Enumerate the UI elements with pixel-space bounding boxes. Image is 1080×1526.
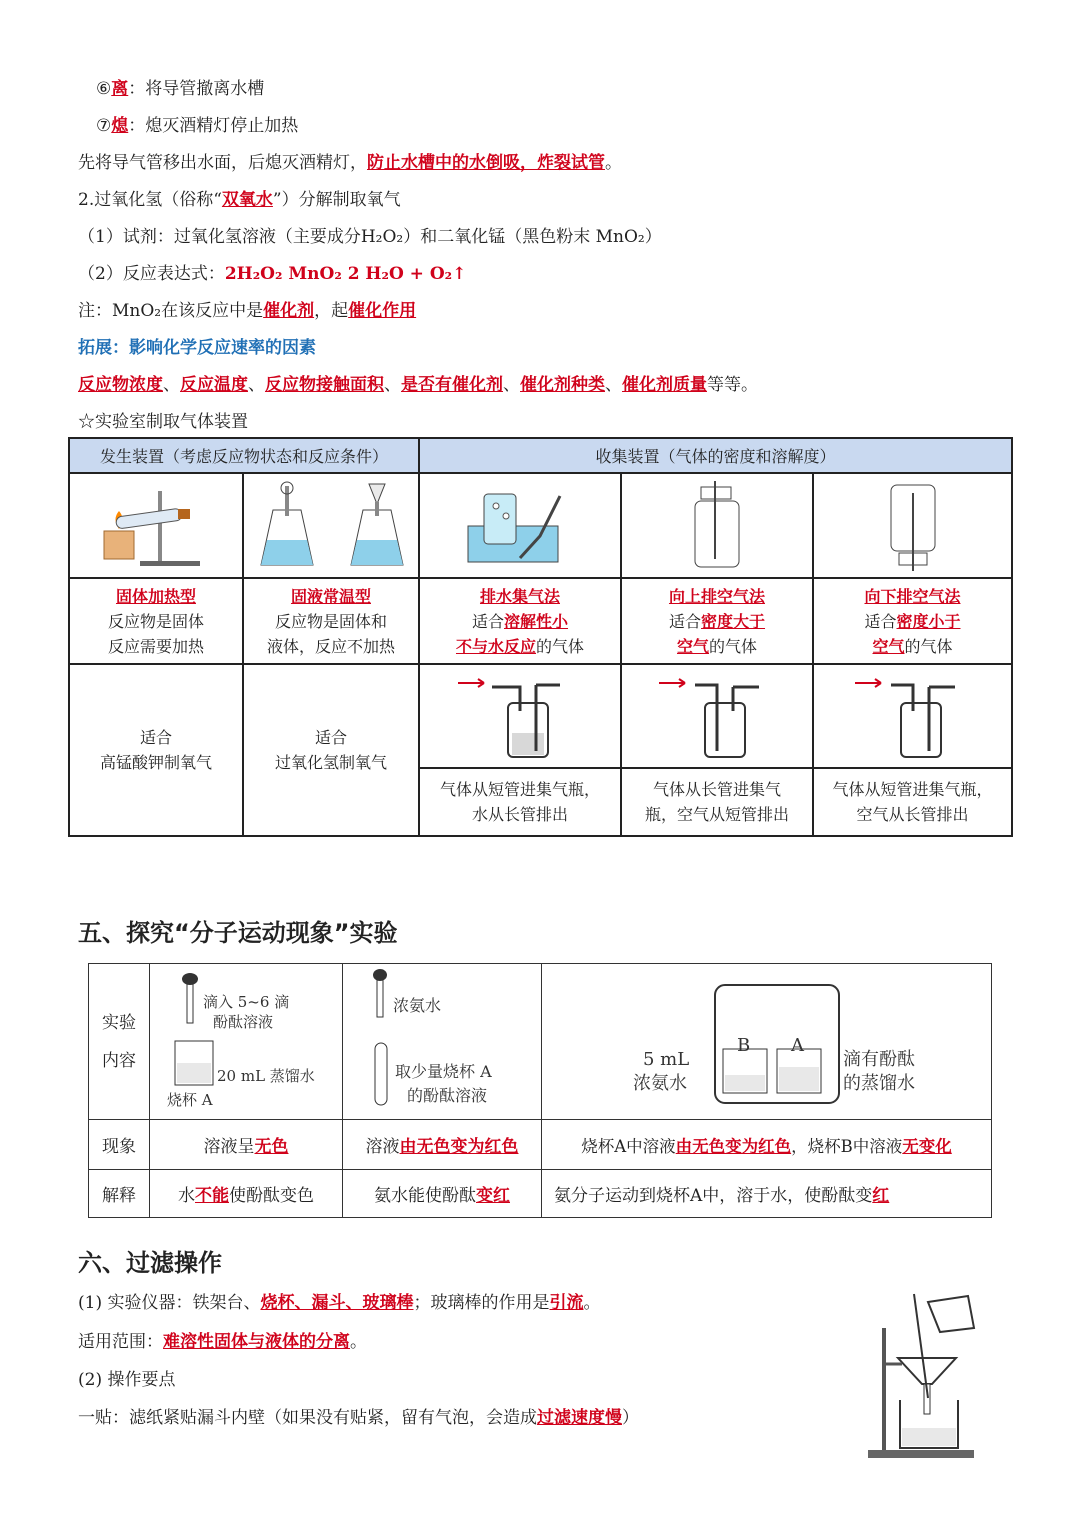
phenol-label-2: 酚酞溶液 [213, 1012, 274, 1031]
wash-bottle-short-in-air-image [813, 664, 1012, 768]
note-drain-first: 先将导气管移出水面，后熄灭酒精灯，防止水槽中的水倒吸，炸裂试管。 [78, 153, 622, 173]
explanation-2: 氨水能使酚酞变红 [343, 1170, 542, 1218]
solid-heating-apparatus-image [69, 473, 243, 578]
equation-line: （2）反应表达式：2H₂O₂ MnO₂ 2 H₂O + O₂↑ [78, 264, 467, 284]
conc-ammonia-label: 浓氨水 [393, 995, 442, 1015]
solid-liquid-desc: 固液常温型 反应物是固体和 液体，反应不加热 [243, 578, 419, 664]
phenomenon-3: 烧杯A中溶液由无色变为红色，烧杯B中溶液无变化 [542, 1120, 992, 1170]
filtration-apparatus-image [862, 1288, 982, 1463]
flow-desc-1: 气体从短管进集气瓶， 水从长管排出 [419, 768, 621, 836]
reagent-line: （1）试剂：过氧化氢溶液（主要成分H₂O₂）和二氧化锰（黑色粉末 MnO₂） [78, 227, 662, 247]
reaction-equation: 2H₂O₂ MnO₂ 2 H₂O + O₂↑ [224, 264, 467, 284]
row-label-phenomenon: 现象 [89, 1120, 150, 1170]
ammonia-name: 浓氨水 [632, 1072, 687, 1094]
phenol-solution-label: 的酚酞溶液 [407, 1085, 488, 1105]
distilled-label-2: 的蒸馏水 [842, 1072, 915, 1094]
solid-liquid-apparatus-image [243, 473, 419, 578]
ammonia-test-image [343, 964, 542, 1120]
suit-kmno4: 适合 高锰酸钾制氧气 [69, 664, 243, 836]
phenol-label-1: 滴入 5~6 滴 [203, 992, 290, 1011]
distilled-label-1: 滴有酚酞 [842, 1048, 915, 1070]
apparatus-title: ☆实验室制取气体装置 [78, 412, 248, 432]
step-7: ⑦熄：熄灭酒精灯停止加热 [96, 116, 299, 136]
flow-desc-3: 气体从短管进集气瓶， 空气从长管排出 [813, 768, 1012, 836]
take-sample-label: 取少量烧杯 A [395, 1061, 492, 1081]
wash-bottle-short-in-image [419, 664, 621, 768]
explanation-1: 水不能使酚酞变色 [150, 1170, 343, 1218]
phenol-drop-image [150, 964, 343, 1120]
row-label-explanation: 解释 [89, 1170, 150, 1218]
filter-scope: 适用范围：难溶性固体与液体的分离。 [78, 1332, 367, 1352]
generator-header: 发生装置（考虑反应物状态和反应条件） [69, 438, 419, 473]
section-5-title: 五、探究“分子运动现象”实验 [78, 919, 398, 947]
beaker-a-mark: A [790, 1034, 804, 1056]
suit-h2o2: 适合 过氧化氢制氧气 [243, 664, 419, 836]
filter-yitie: 一贴：滤纸紧贴漏斗内壁（如果没有贴紧，留有气泡，会造成过滤速度慢） [78, 1408, 639, 1428]
water-label: 20 mL 蒸馏水 [217, 1066, 315, 1085]
bell-jar-experiment-image [542, 964, 992, 1120]
phenomenon-1: 溶液呈无色 [150, 1120, 343, 1170]
wash-bottle-long-in-image [621, 664, 813, 768]
ammonia-volume: 5 mL [642, 1048, 689, 1070]
filter-points: (2) 操作要点 [78, 1370, 176, 1390]
expand-title: 拓展：影响化学反应速率的因素 [78, 338, 316, 358]
section-6-title: 六、过滤操作 [78, 1249, 222, 1277]
row-label-content: 实验 内容 [89, 964, 150, 1120]
beaker-a-label: 烧杯 A [167, 1090, 213, 1109]
rate-factors: 反应物浓度、反应温度、反应物接触面积、是否有催化剂、催化剂种类、催化剂质量等等。 [78, 375, 758, 395]
phenomenon-2: 溶液由无色变为红色 [343, 1120, 542, 1170]
step-6: ⑥离：将导管撤离水槽 [96, 79, 265, 99]
gas-apparatus-table [68, 437, 1013, 837]
water-displacement-desc: 排水集气法 适合溶解性小 不与水反应的气体 [419, 578, 621, 664]
collector-header: 收集装置（气体的密度和溶解度） [419, 438, 1012, 473]
flow-desc-2: 气体从长管进集气 瓶，空气从短管排出 [621, 768, 813, 836]
molecular-motion-table [88, 963, 992, 1218]
catalyst-note: 注：MnO₂在该反应中是催化剂，起催化作用 [78, 301, 417, 321]
downward-air-displacement-image [813, 473, 1012, 578]
water-displacement-image [419, 473, 621, 578]
solid-heating-desc: 固体加热型 反应物是固体 反应需要加热 [69, 578, 243, 664]
h2o2-heading: 2.过氧化氢（俗称“双氧水”）分解制取氧气 [78, 190, 401, 210]
explanation-3: 氨分子运动到烧杯A中，溶于水，使酚酞变红 [542, 1170, 992, 1218]
downward-air-desc: 向下排空气法 适合密度小于 空气的气体 [813, 578, 1012, 664]
upward-air-desc: 向上排空气法 适合密度大于 空气的气体 [621, 578, 813, 664]
filter-instruments: (1) 实验仪器：铁架台、烧杯、漏斗、玻璃棒；玻璃棒的作用是引流。 [78, 1293, 601, 1313]
upward-air-displacement-image [621, 473, 813, 578]
beaker-b-mark: B [736, 1034, 750, 1056]
